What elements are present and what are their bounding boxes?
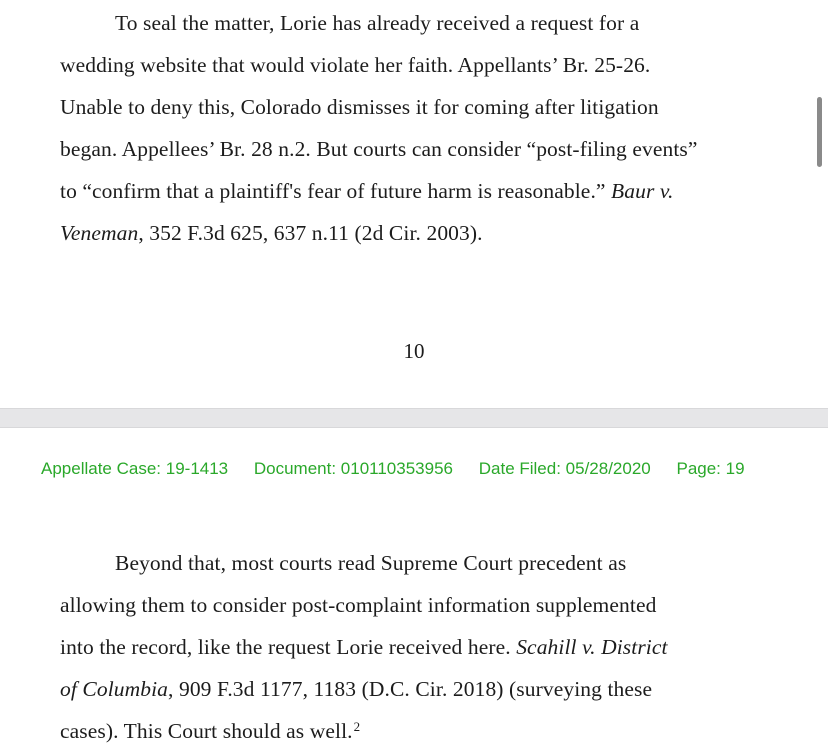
scrollbar-thumb[interactable] [817, 97, 822, 167]
page-separator [0, 408, 828, 428]
line-text: cases). This Court should as well. [60, 719, 353, 743]
header-page-number: Page: 19 [676, 459, 745, 478]
case-citation-italic: Scahill v. District [516, 635, 668, 659]
date-filed: Date Filed: 05/28/2020 [478, 459, 651, 478]
paragraph-line: began. Appellees’ Br. 28 n.2. But courts can consider “post-filing events” [60, 137, 698, 161]
paragraph-line [60, 710, 780, 752]
paragraph-line: wedding website that would violate her faith. Appellants’ Br. 25-26. [60, 53, 651, 77]
paragraph-line: To seal the matter, Lorie has already received a request for a [115, 11, 640, 35]
line-text: to “confirm that a plaintiff's fear of future harm is reasonable.” [60, 179, 612, 203]
paragraph-precedent [60, 542, 780, 752]
case-citation-italic: of Columbia [60, 677, 169, 701]
footnote-reference[interactable]: 2 [353, 719, 361, 734]
line-text: into the record, like the request Lorie received here. [60, 635, 517, 659]
paragraph-line [60, 668, 780, 710]
document-number: Document: 010110353956 [253, 459, 453, 478]
paragraph-line [60, 626, 780, 668]
paragraph-line [60, 170, 780, 212]
case-citation-italic: Baur v. [611, 179, 674, 203]
page-number: 10 [403, 339, 425, 363]
line-text: , 909 F.3d 1177, 1183 (D.C. Cir. 2018) (surveying these [168, 677, 653, 701]
case-citation-italic: Veneman [60, 221, 139, 245]
paragraph-line: Beyond that, most courts read Supreme Court precedent as [115, 551, 627, 575]
filing-header [41, 459, 745, 479]
paragraph-line: Unable to deny this, Colorado dismisses it for coming after litigation [60, 95, 659, 119]
paragraph-line [60, 212, 780, 254]
paragraph-line: allowing them to consider post-complaint information supplemented [60, 593, 657, 617]
case-number: Appellate Case: 19-1413 [41, 459, 229, 478]
paragraph-standing [60, 2, 780, 254]
line-text: , 352 F.3d 625, 637 n.11 (2d Cir. 2003). [138, 221, 483, 245]
